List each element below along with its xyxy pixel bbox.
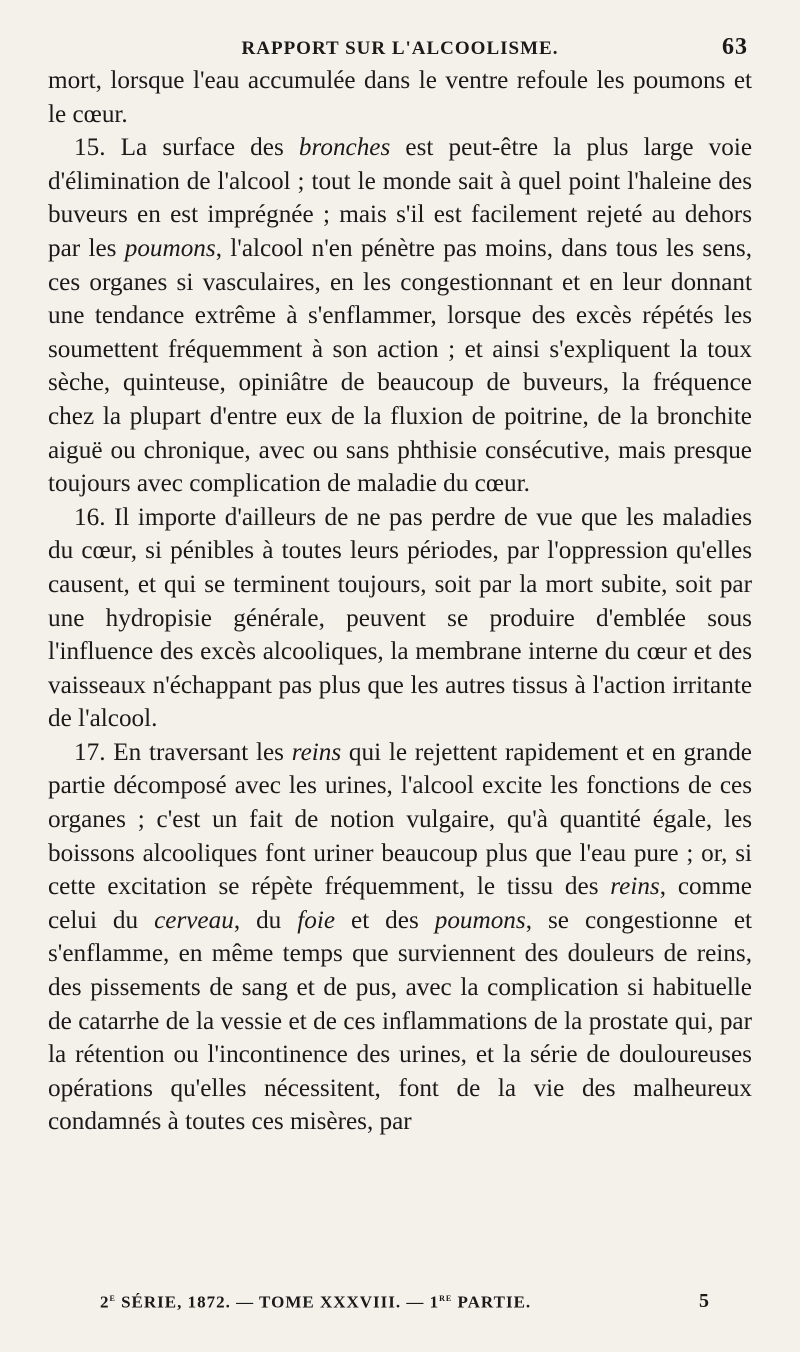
footer-sheet-number: 5 (699, 1290, 710, 1312)
italic-term: foie (297, 906, 336, 934)
footer-part-text: PARTIE. (452, 1292, 532, 1312)
footer-signature (100, 1290, 531, 1313)
page-number: 63 (722, 34, 748, 60)
paragraph-text: 17. En traversant les (74, 738, 292, 766)
italic-term: cerveau (154, 906, 234, 934)
italic-term: reins (610, 873, 660, 901)
paragraph-text: mort, lorsque l'eau accumulée dans le ventre refoule les poumons et le cœur. (48, 67, 752, 128)
paragraph-text: est peut-être la plus large voie d'élimination de l'alcool ; tout le monde sait à quel point l'haleine des buveurs en est imprégnée ; mais s'il est facilement rejeté au dehors par les (48, 134, 753, 262)
paragraph-text: 15. La surface des (74, 134, 299, 162)
paragraph-text: 16. Il importe d'ailleurs de ne pas perdre de vue que les maladies du cœur, si pénibles à toutes leurs périodes, par l'oppression qu'elles causent, et qui se terminent toujours, soit par la mort subite, soit par une hydropisie générale, peuvent se produire d'emblée sous l'influence des excès alcooliques, la membrane interne du cœur et des vaisseaux n'échappant pas plus que les autres tissus à l'action irritante de l'alcool. (48, 503, 752, 733)
running-head-title: RAPPORT SUR L'ALCOOLISME. (241, 38, 559, 59)
footer-series-text: SÉRIE, 1872. — TOME XXXVIII. — 1 (115, 1292, 440, 1312)
italic-term: reins (291, 738, 342, 766)
body-text (48, 64, 752, 1139)
paragraph-text: , l'alcool n'en pénètre pas moins, dans tous les sens, ces organes si vasculaires, en les congestionnant et en leur donnant une tendance extrême à s'enflammer, lorsque des excès répétés les soumettent fréquemment à son action ; et ainsi s'expliquent la toux sèche, quinteuse, opiniâtre de beaucoup de buveurs, la fréquence chez la plupart d'entre eux de la fluxion de poitrine, de la bronchite aiguë ou chronique, avec ou sans phthisie consécutive, mais presque toujours avec complication de maladie du cœur. (48, 234, 753, 498)
paragraph-text: , du (233, 906, 298, 934)
footer-series-sup: e (109, 1290, 116, 1304)
footer-part-sup: re (439, 1290, 453, 1304)
paragraph-text: , se congestionne et s'enflamme, en même temps que surviennent des douleurs de reins, des pissements de sang et de pus, avec la complication si habituelle de catarrhe de la vessie et de ces inflammations de la prostate qui, par la rétention ou l'incontinence des urines, et la série de douloureuses opérations qu'elles nécessitent, font de la vie des malheureux condamnés à toutes ces misères, par (48, 906, 752, 1136)
italic-term: poumons (124, 234, 216, 262)
italic-term: poumons (434, 906, 526, 934)
running-head (48, 30, 752, 64)
paragraph (48, 736, 752, 1139)
paragraph-text: et des (335, 906, 435, 934)
paragraph-text: , comme celui du (48, 873, 752, 934)
paragraph (48, 64, 752, 131)
paragraph (48, 501, 752, 736)
footer-series-number: 2 (100, 1292, 110, 1312)
italic-term: bronches (298, 134, 391, 162)
paragraph (48, 131, 752, 501)
paragraph-text: qui le rejettent rapidement et en grande partie décomposé avec les urines, l'alcool excite les fonctions de ces organes ; c'est un fait de notion vulgaire, qu'à quantité égale, les boissons alcooliques font uriner beaucoup plus que l'eau pure ; or, si cette excitation se répète fréquemment, le tissu des (48, 738, 752, 901)
